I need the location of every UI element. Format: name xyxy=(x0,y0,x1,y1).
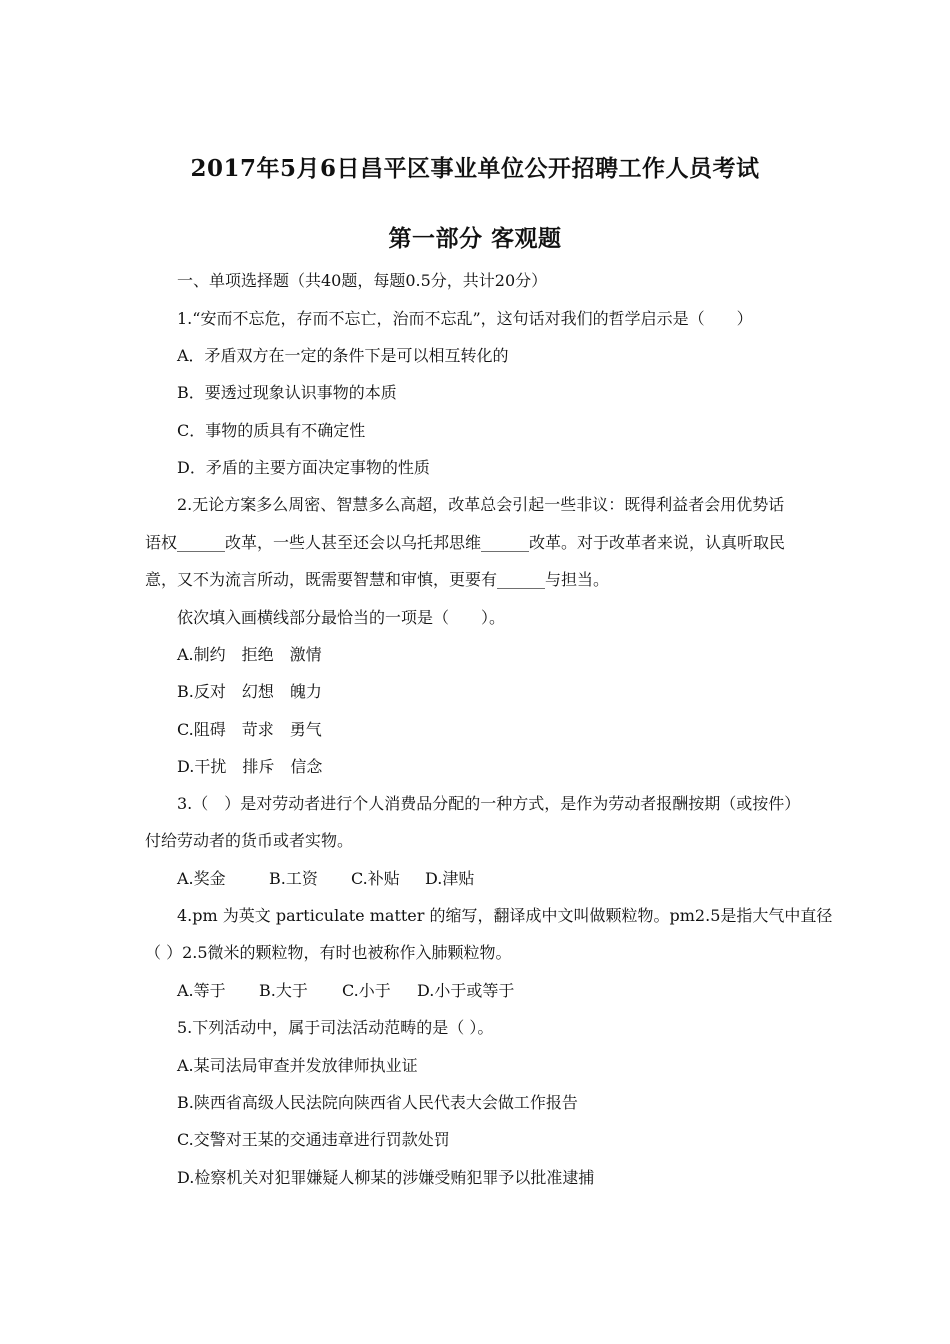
q4-stem-line2: （ ）2.5微米的颗粒物，有时也被称作入肺颗粒物。 xyxy=(145,943,512,962)
q2-option-c: C.阻碍 苛求 勇气 xyxy=(177,720,322,739)
q2-stem-line1: 2.无论方案多么周密、智慧多么高超，改革总会引起一些非议：既得利益者会用优势话 xyxy=(177,495,785,514)
q5-option-c: C.交警对王某的交通违章进行罚款处罚 xyxy=(177,1130,450,1149)
q4-option-b: B.大于 xyxy=(259,981,308,1000)
q2-option-b: B.反对 幻想 魄力 xyxy=(177,682,322,701)
q1-option-b: B．要透过现象认识事物的本质 xyxy=(177,383,397,402)
q4-option-a: A.等于 xyxy=(177,981,226,1000)
q4-options xyxy=(177,980,514,1002)
q4-option-d: D.小于或等于 xyxy=(417,981,515,1000)
q1-option-a: A．矛盾双方在一定的条件下是可以相互转化的 xyxy=(177,346,509,365)
q2-option-d: D.干扰 排斥 信念 xyxy=(177,757,323,776)
q3-option-b: B.工资 xyxy=(269,869,318,888)
q1-option-c: C．事物的质具有不确定性 xyxy=(177,421,366,440)
q1-stem: 1.“安而不忘危，存而不忘亡，治而不忘乱”，这句话对我们的哲学启示是（ ） xyxy=(177,309,753,328)
section-heading: 一、单项选择题（共40题，每题0.5分，共计20分） xyxy=(177,271,548,290)
q3-option-a: A.奖金 xyxy=(177,869,226,888)
q2-prompt: 依次填入画横线部分最恰当的一项是（ ）。 xyxy=(177,608,506,627)
q5-option-b: B.陕西省高级人民法院向陕西省人民代表大会做工作报告 xyxy=(177,1093,578,1112)
q3-stem-line1: 3.（ ）是对劳动者进行个人消费品分配的一种方式，是作为劳动者报酬按期（或按件） xyxy=(177,794,801,813)
q4-option-c: C.小于 xyxy=(342,981,391,1000)
q3-stem-line2: 付给劳动者的货币或者实物。 xyxy=(145,831,354,850)
q3-option-d: D.津贴 xyxy=(425,869,475,888)
q5-option-a: A.某司法局审查并发放律师执业证 xyxy=(177,1056,418,1075)
document-title: 2017年5月6日昌平区事业单位公开招聘工作人员考试 xyxy=(190,155,760,182)
q5-stem: 5.下列活动中，属于司法活动范畴的是（ ）。 xyxy=(177,1018,494,1037)
q4-stem-line1: 4.pm 为英文 particulate matter 的缩写，翻译成中文叫做颗粒物。pm2.5是指大气中直径 xyxy=(177,906,833,925)
q1-option-d: D．矛盾的主要方面决定事物的性质 xyxy=(177,458,430,477)
q3-option-c: C.补贴 xyxy=(351,869,400,888)
q3-options xyxy=(177,868,474,890)
q5-option-d: D.检察机关对犯罪嫌疑人柳某的涉嫌受贿犯罪予以批准逮捕 xyxy=(177,1168,595,1187)
q2-stem-line3: 意，又不为流言所动，既需要智慧和审慎，更要有______与担当。 xyxy=(145,570,610,589)
q2-option-a: A.制约 拒绝 激情 xyxy=(177,645,322,664)
q2-stem-line2: 语权______改革，一些人甚至还会以乌托邦思维______改革。对于改革者来说，认真听取民 xyxy=(145,533,786,552)
part-heading: 第一部分 客观题 xyxy=(388,225,562,252)
